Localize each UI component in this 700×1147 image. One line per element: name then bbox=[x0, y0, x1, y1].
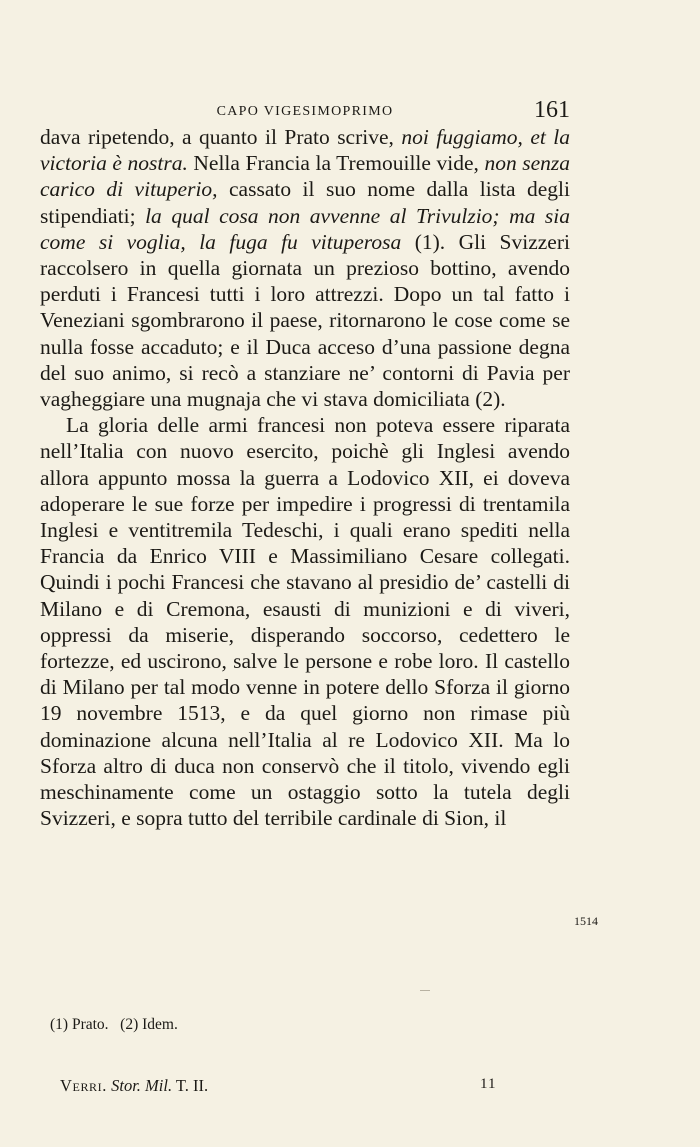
signature-mark: 11 bbox=[480, 1076, 497, 1092]
paragraph-1 bbox=[40, 124, 570, 412]
paragraph-1-text-a: dava ripetendo, a quanto il Prato scrive, bbox=[40, 125, 402, 149]
paragraph-1-text-b: Nella Francia la Tremouille vide, bbox=[187, 151, 485, 176]
running-head: CAPO VIGESIMOPRIMO bbox=[216, 104, 394, 119]
footnote-rule bbox=[420, 990, 430, 991]
paragraph-1-italic-passage: la qual cosa non avvenne al Trivulzio; ma sia come si voglia, la fuga fu vituperosa bbox=[40, 203, 571, 254]
paragraph-2: La gloria delle armi francesi non poteva essere riparata nell’Italia con nuovo esercito, poichè gli Inglesi avendo allora appunto mossa la guerra a Lodovico XII, ei doveva adoperare le sue forze per impedire i progressi di trentamila Inglesi e ventitremila Tedeschi, i quali erano spediti nella Francia da Enrico VIII e Massimiliano Cesare collegati. Quindi i pochi Francesi che stavano al presidio de’ castelli di Milano e di Cremona, esausti di munizioni e di viveri, oppressi da miserie, disperando soccorso, cedettero le fortezze, ed uscirono, salve le persone e robe loro. Il castello di Milano per tal modo venne in potere dello Sforza il giorno 19 novembre 1513, e da quel giorno non rimase più dominazione alcuna nell’Italia al re Lodovico XII. Ma lo Sforza altro di duca non conservò che il titolo, vivendo egli meschinamente come un ostaggio sotto la tutela degli Svizzeri, e sopra tutto del terribile cardinale di Sion, il bbox=[40, 413, 570, 831]
margin-year-note: 1514 bbox=[574, 914, 598, 928]
signature-author: Verri. bbox=[60, 1076, 107, 1095]
signature-title: Stor. Mil. bbox=[111, 1076, 173, 1095]
body-text bbox=[40, 124, 570, 831]
page-number: 161 bbox=[534, 97, 570, 123]
paragraph-1-quote: noi fuggiamo, et la victoria è nostra. bbox=[40, 125, 570, 176]
signature-volume: T. II. bbox=[175, 1076, 209, 1095]
footnotes: (1) Prato. (2) Idem. bbox=[50, 1016, 178, 1033]
paragraph-1-italic-phrase: non senza carico di vituperio, bbox=[40, 151, 571, 202]
paragraph-1-text-c: cassato il suo nome dalla lista degli stipendiati; bbox=[40, 177, 570, 228]
page-header bbox=[40, 99, 570, 127]
printer-signature bbox=[60, 1076, 208, 1096]
paragraph-1-text-d: (1). Gli Svizzeri raccolsero in quella giornata un prezioso bottino, avendo perduti i Francesi tutti i loro attrezzi. Dopo un tal fatto i Veneziani sgombrarono il paese, ritornarono le cose come se nulla fosse accaduto; e il Duca acceso d’una passione degna del suo animo, si recò a stanziare ne’ contorni di Pavia per vagheggiare una mugnaja che vi stava domiciliata (2). bbox=[40, 229, 570, 412]
